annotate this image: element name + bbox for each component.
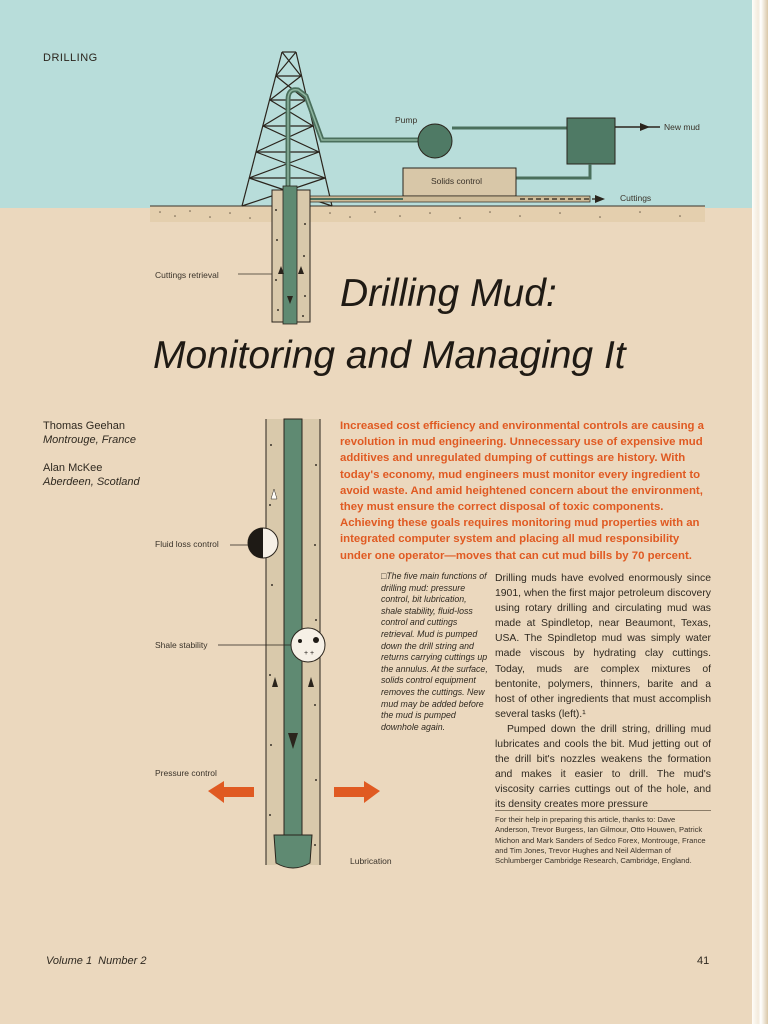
fluid-loss-label: Fluid loss control [155, 539, 219, 549]
author-name: Alan McKee [43, 462, 103, 474]
pressure-arrow-left-icon [208, 781, 254, 803]
drill-bit-icon [274, 835, 312, 868]
pressure-arrow-right-icon [334, 781, 380, 803]
cuttings-retrieval-label: Cuttings retrieval [155, 270, 219, 280]
body-paragraph: Pumped down the drill string, drilling mud lubricates and cools the bit. Mud jetting out of the drill bit's nozzles weakens the formation and makes it easier to drill. The mud's viscosity carries cuttings out of the hole, and its density creates more pressure [495, 723, 711, 811]
lubrication-label: Lubrication [350, 856, 392, 866]
author-name: Thomas Geehan [43, 420, 125, 432]
author-1 [43, 419, 136, 447]
new-mud-label: New mud [664, 122, 700, 132]
svg-text:+ +: + + [304, 650, 315, 657]
page-spine [752, 0, 768, 1024]
author-2 [43, 461, 140, 489]
author-location: Montrouge, France [43, 434, 136, 446]
solids-control-label: Solids control [431, 176, 483, 186]
shale-stability-label: Shale stability [155, 640, 208, 650]
intro-paragraph: Increased cost efficiency and environmental controls are causing a revolution in mud engineering. Unnecessary use of expensive mud additives and unregulated dumping of cuttings are history. With today's economy, mud engineers must monitor every ingredient to avoid waste. And amid heightened concern about the environment, they must ensure the correct disposal of toxic components. Achieving these goals requires monitoring mud properties with an integrated computer system and placing all mud responsibility under one operator—moves that can cut mud bills by 70 percent. [340, 420, 704, 562]
pressure-control-label: Pressure control [155, 768, 217, 778]
page-number: 41 [697, 955, 710, 967]
body-text [495, 571, 711, 813]
acknowledgements: For their help in preparing this article, thanks to: Dave Anderson, Trevor Burgess, Ian Gilmour, Otto Houwen, Patrick Michon and Mark Sanders of Sedco Forex, Montrouge, France and Tim Jones, Trevor Hughes and Neil Alderman of Schlumberger Cambridge Research, Cambridge, England. [495, 810, 711, 866]
title-line-1: Drilling Mud: [340, 272, 557, 315]
mud-tank-icon [567, 118, 615, 164]
pump-label: Pump [395, 115, 418, 125]
pump-icon [418, 124, 452, 158]
title-line-2: Monitoring and Managing It [153, 334, 626, 377]
figure-caption: □The five main functions of drilling mud: pressure control, bit lubrication, shale stability, fluid-loss control and cuttings retrieval. Mud is pumped down the drill string and returns carrying cuttings up the annulus. At the surface, solids control equipment removes the cuttings. New mud may be added before the mud is pumped downhole again. [381, 571, 488, 732]
body-paragraph: Drilling muds have evolved enormously since 1901, when the first major petroleum discovery using rotary drilling and circulating mud was made at Spindletop, near Beaumont, Texas, USA. The Spindletop mud was simply water made viscous by hydrating clay cuttings. Today, muds are complex mixtures of bentonite, polymers, thinners, barite and a host of other ingredients that must accomplish several tasks (left).¹ [495, 573, 711, 720]
cuttings-label: Cuttings [620, 193, 652, 203]
section-label: DRILLING [43, 52, 98, 64]
author-location: Aberdeen, Scotland [43, 476, 140, 488]
issue-footer: Volume 1 Number 2 [46, 955, 147, 967]
arrow-right-icon [595, 195, 605, 203]
